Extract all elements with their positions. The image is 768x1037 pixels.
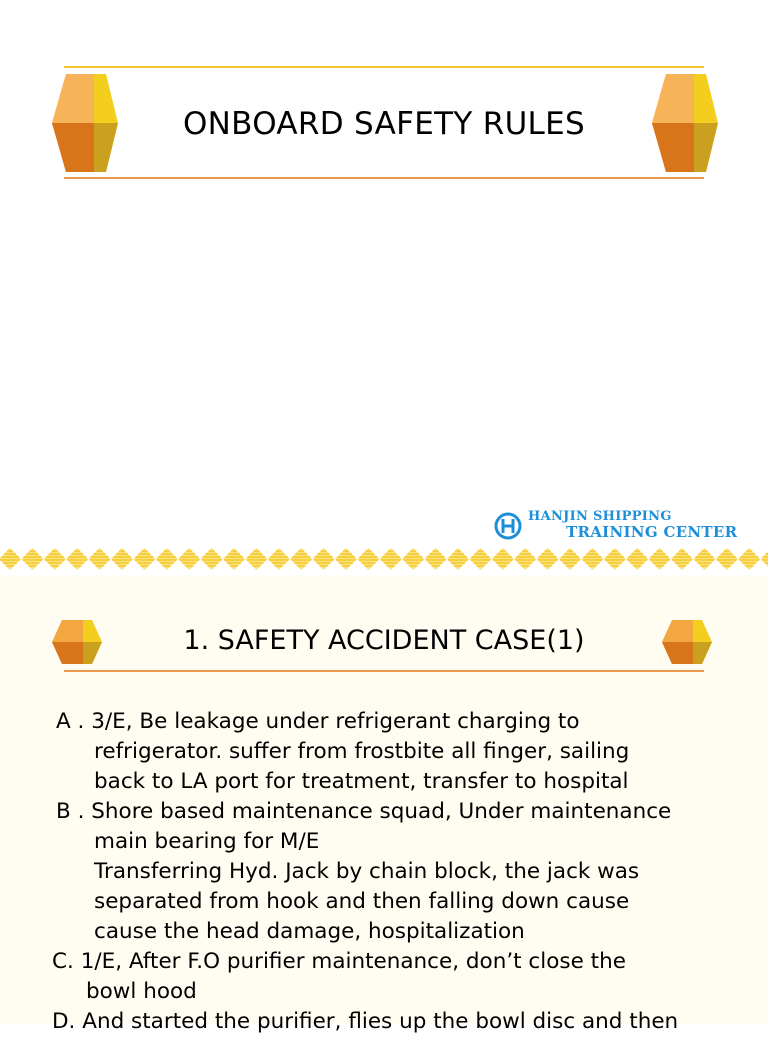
diamond-ornament xyxy=(111,548,133,570)
header-bottom-rule xyxy=(64,670,704,672)
diamond-ornament xyxy=(245,548,267,570)
case-item-d xyxy=(52,1007,756,1037)
diamond-ornament xyxy=(559,548,581,570)
diamond-ornament xyxy=(66,548,88,570)
diamond-ornament xyxy=(268,548,290,570)
title-top-rule xyxy=(64,66,704,68)
logo-line-2: TRAINING CENTER xyxy=(566,523,738,541)
diamond-ornament xyxy=(133,548,155,570)
right-cube-decoration xyxy=(650,72,720,174)
case-label: D. xyxy=(52,1009,76,1034)
case-text-line: separated from hook and then falling down cause xyxy=(94,889,630,914)
diamond-ornament xyxy=(89,548,111,570)
diamond-ornament xyxy=(447,548,469,570)
case-text-line: back to LA port for treatment, transfer to hospital xyxy=(94,769,629,794)
diamond-ornament xyxy=(425,548,447,570)
diamond-ornament xyxy=(156,548,178,570)
right-small-cube-decoration xyxy=(660,619,714,665)
case-text-line: bowl hood xyxy=(86,979,197,1004)
diamond-ornament xyxy=(178,548,200,570)
case-label: A . xyxy=(56,709,85,734)
case-text-line: cause the head damage, hospitalization xyxy=(94,919,525,944)
diamond-ornament xyxy=(290,548,312,570)
case-item-c xyxy=(52,947,756,977)
hanjin-logo xyxy=(494,508,764,544)
case-text-line: Transferring Hyd. Jack by chain block, the jack was xyxy=(94,859,640,884)
left-cube-decoration xyxy=(50,72,120,174)
diamond-ornament xyxy=(649,548,671,570)
case-label: C. xyxy=(52,949,74,974)
case-text-line: refrigerator. suffer from frostbite all finger, sailing xyxy=(94,739,630,764)
diamond-ornament xyxy=(402,548,424,570)
diamond-ornament xyxy=(626,548,648,570)
diamond-ornament xyxy=(716,548,738,570)
diamond-ornament xyxy=(671,548,693,570)
diamond-ornament xyxy=(469,548,491,570)
diamond-ornament xyxy=(380,548,402,570)
diamond-ornament xyxy=(335,548,357,570)
hanjin-logo-icon xyxy=(494,512,522,540)
diamond-ornament xyxy=(21,548,43,570)
case-text: 1/E, After F.O purifier maintenance, don’t close the xyxy=(80,949,626,974)
diamond-ornament xyxy=(201,548,223,570)
diamond-ornament xyxy=(44,548,66,570)
case-item-b xyxy=(56,797,756,827)
diamond-ornament xyxy=(313,548,335,570)
case-text: 3/E, Be leakage under refrigerant charging to xyxy=(91,709,580,734)
case-item-a xyxy=(56,707,756,737)
section-title: 1. SAFETY ACCIDENT CASE(1) xyxy=(183,624,585,656)
diamond-ornament xyxy=(604,548,626,570)
diamond-ornament xyxy=(693,548,715,570)
accident-case-list xyxy=(52,707,756,1037)
diamond-ornament xyxy=(357,548,379,570)
case-text: Shore based maintenance squad, Under maintenance xyxy=(91,799,672,824)
diamond-ornament xyxy=(492,548,514,570)
left-small-cube-decoration xyxy=(50,619,104,665)
diamond-ornament xyxy=(738,548,760,570)
case-text-line: main bearing for M/E xyxy=(94,829,320,854)
case-label: B . xyxy=(56,799,85,824)
diamond-ornament xyxy=(761,548,768,570)
diamond-ornament xyxy=(581,548,603,570)
diamond-ornament xyxy=(514,548,536,570)
diamond-ornament xyxy=(0,548,21,570)
diamond-border xyxy=(0,544,768,574)
logo-line-1: HANJIN SHIPPING xyxy=(528,509,672,524)
case-text: And started the purifier, flies up the bowl disc and then xyxy=(82,1009,679,1034)
slide-title: ONBOARD SAFETY RULES xyxy=(182,106,585,142)
title-bottom-rule xyxy=(64,177,704,179)
diamond-ornament xyxy=(223,548,245,570)
diamond-ornament xyxy=(537,548,559,570)
